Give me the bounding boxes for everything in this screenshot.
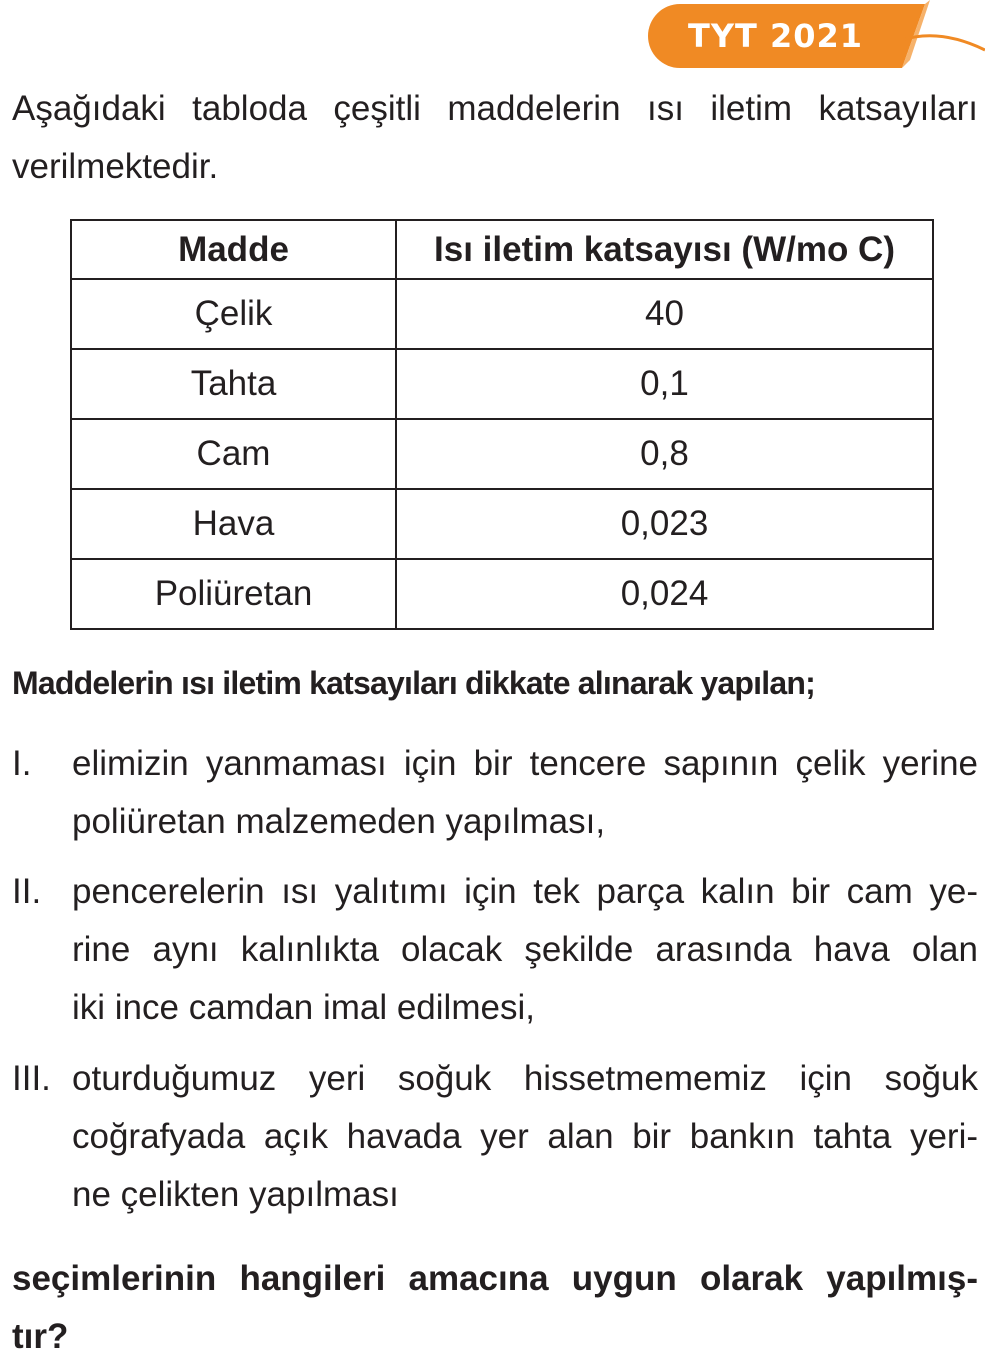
coefficient-cell: 0,1: [396, 349, 933, 419]
statement-line: ne çelikten yapılması: [72, 1175, 399, 1214]
question-line: tır?: [12, 1317, 69, 1356]
statement-number: I.: [12, 744, 32, 783]
material-cell: Hava: [71, 489, 396, 559]
column-header-material: Madde: [71, 220, 396, 279]
question-text: [12, 1250, 978, 1366]
column-header-coefficient: Isı iletim katsayısı (W/mo C): [396, 220, 933, 279]
statement-text: [72, 735, 978, 851]
badge-label: TYT 2021: [688, 17, 864, 55]
table-header-row: [71, 220, 933, 279]
statement-text: [72, 1050, 978, 1224]
statement-line: coğrafyada açık havada yer alan bir bankın tahta yeri-: [72, 1117, 978, 1156]
coefficient-cell: 0,023: [396, 489, 933, 559]
statement-line: oturduğumuz yeri soğuk hissetmememiz için soğuk: [72, 1059, 978, 1098]
statement-line: rine aynı kalınlıkta olacak şekilde arasında hava olan: [72, 930, 978, 969]
coefficient-cell: 40: [396, 279, 933, 349]
table-row: [71, 419, 933, 489]
statement-line: iki ince camdan imal edilmesi,: [72, 988, 535, 1027]
statement-line: pencerelerin ısı yalıtımı için tek parça kalın bir cam ye-: [72, 872, 978, 911]
table-row: [71, 489, 933, 559]
material-cell: Cam: [71, 419, 396, 489]
lead-statement: Maddelerin ısı iletim katsayıları dikkate alınarak yapılan;: [12, 665, 815, 701]
intro-line: Aşağıdaki tabloda çeşitli maddelerin ısı iletim katsayıları: [12, 89, 978, 128]
coefficient-cell: 0,024: [396, 559, 933, 629]
exam-badge: [640, 0, 985, 80]
table-row: [71, 349, 933, 419]
statement-number: III.: [12, 1059, 51, 1098]
statement-text: [72, 863, 978, 1037]
intro-line: verilmektedir.: [12, 147, 219, 186]
material-cell: Çelik: [71, 279, 396, 349]
intro-paragraph: [12, 80, 978, 196]
conductivity-table: [70, 219, 934, 630]
material-cell: Tahta: [71, 349, 396, 419]
statement-line: elimizin yanmaması için bir tencere sapının çelik yerine: [72, 744, 978, 783]
table-row: [71, 559, 933, 629]
table-row: [71, 279, 933, 349]
statement-line: poliüretan malzemeden yapılması,: [72, 802, 606, 841]
coefficient-cell: 0,8: [396, 419, 933, 489]
statement-number: II.: [12, 872, 42, 911]
question-line: seçimlerinin hangileri amacına uygun olarak yapılmış-: [12, 1259, 978, 1298]
material-cell: Poliüretan: [71, 559, 396, 629]
